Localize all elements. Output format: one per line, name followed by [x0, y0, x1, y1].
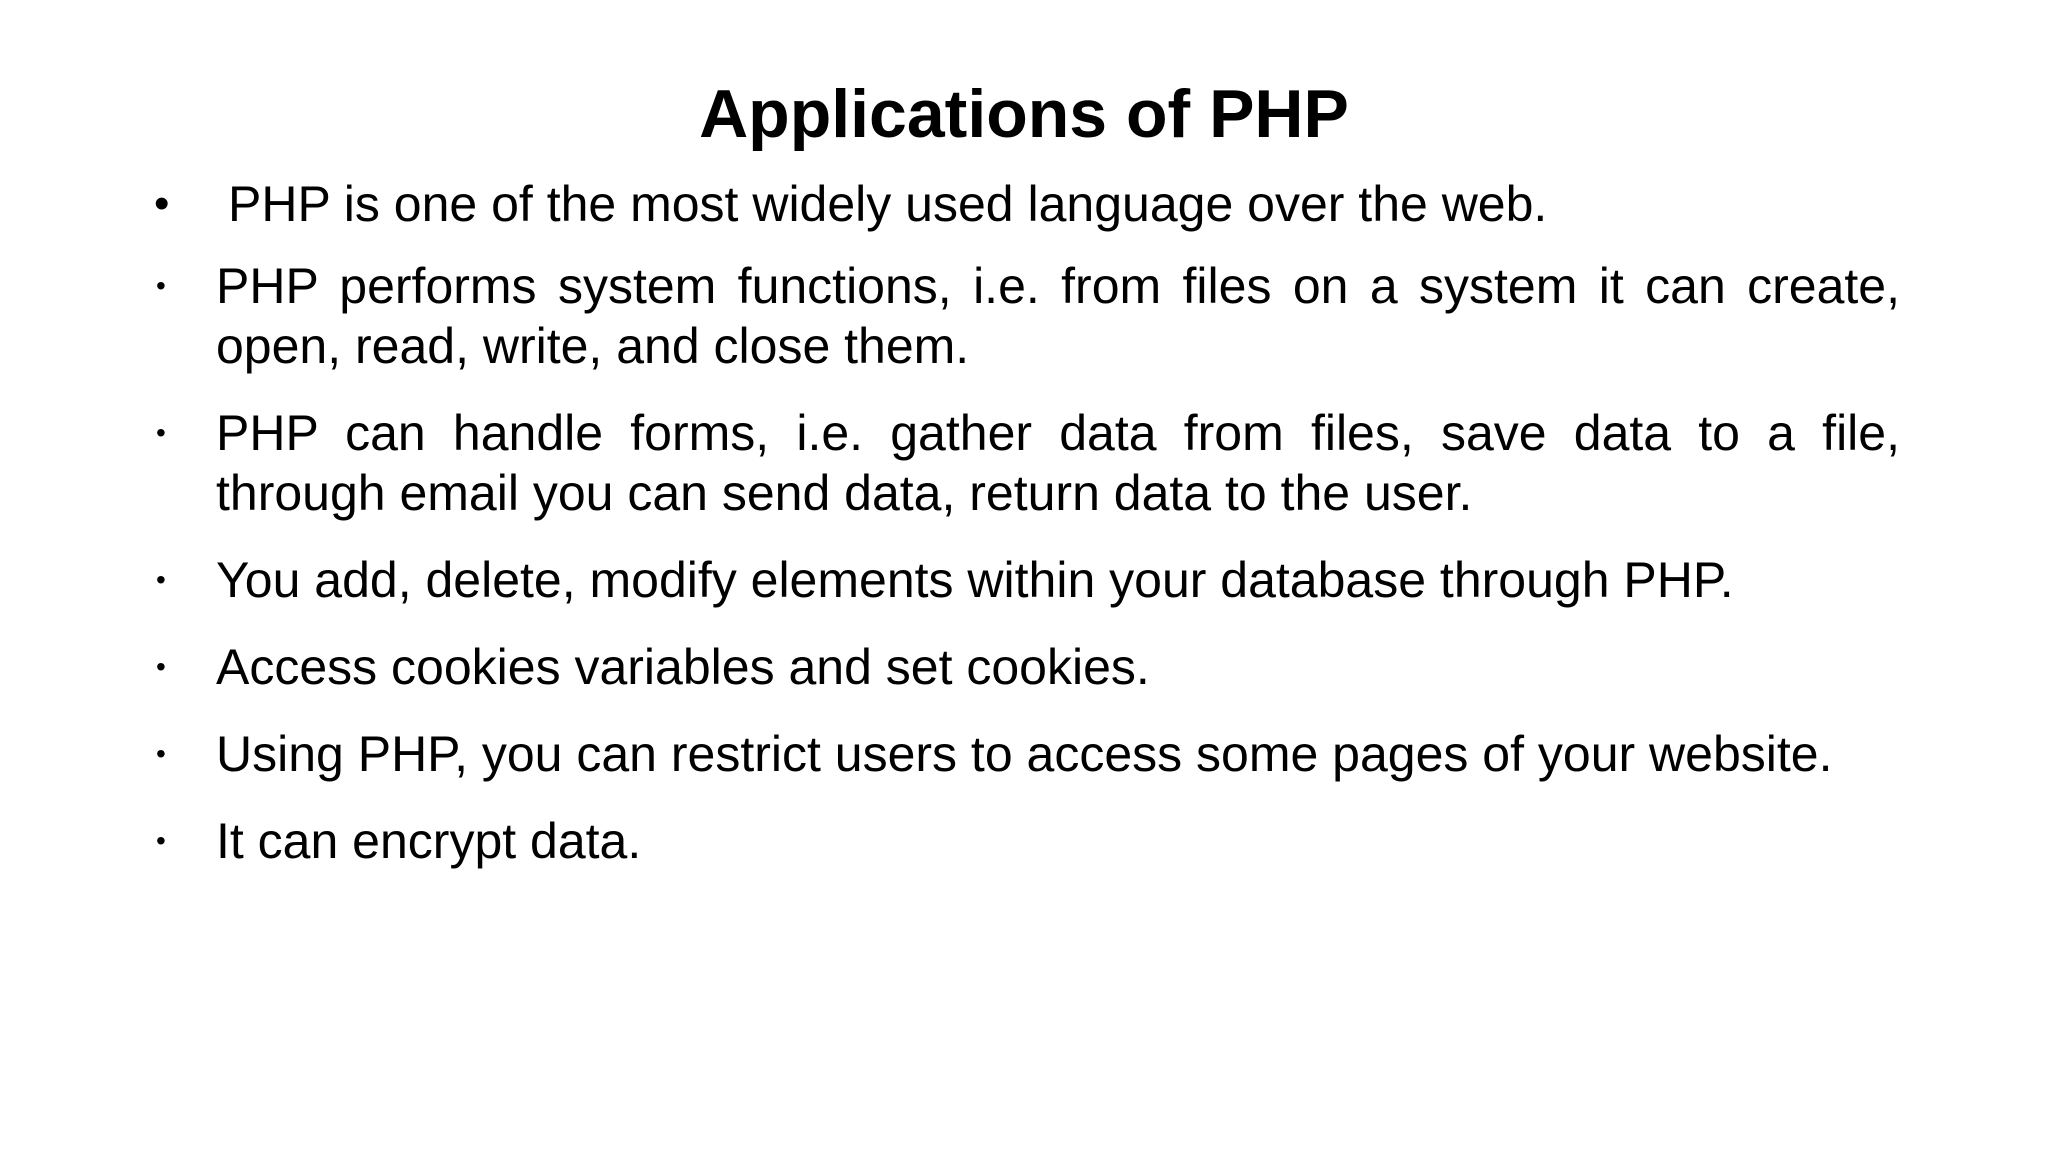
bullet-text: You add, delete, modify elements within your database through PHP. [216, 552, 1734, 608]
bullet-text: PHP performs system functions, i.e. from files on a system it can create, open, read, write, and close them. [216, 258, 1900, 374]
bullet-list [140, 174, 1900, 898]
bullet-icon: • [156, 738, 166, 769]
slide-title: Applications of PHP [699, 76, 1349, 152]
bullet-item [140, 256, 1900, 376]
bullet-icon: • [156, 825, 166, 856]
bullet-icon: • [154, 179, 170, 228]
bullet-icon: • [156, 270, 166, 301]
bullet-text: Using PHP, you can restrict users to access some pages of your website. [216, 726, 1833, 782]
bullet-icon: • [156, 651, 166, 682]
bullet-item [140, 403, 1900, 523]
bullet-text: It can encrypt data. [216, 813, 642, 869]
bullet-item [140, 637, 1900, 697]
bullet-item [140, 550, 1900, 610]
bullet-icon: • [156, 564, 166, 595]
bullet-text: PHP is one of the most widely used language over the web. [228, 176, 1548, 232]
bullet-item [140, 724, 1900, 784]
bullet-text: Access cookies variables and set cookies. [216, 639, 1150, 695]
bullet-item [140, 811, 1900, 871]
bullet-item [140, 174, 1900, 234]
bullet-icon: • [156, 417, 166, 448]
bullet-text: PHP can handle forms, i.e. gather data from files, save data to a file, through email you can send data, return data to the user. [216, 405, 1900, 521]
